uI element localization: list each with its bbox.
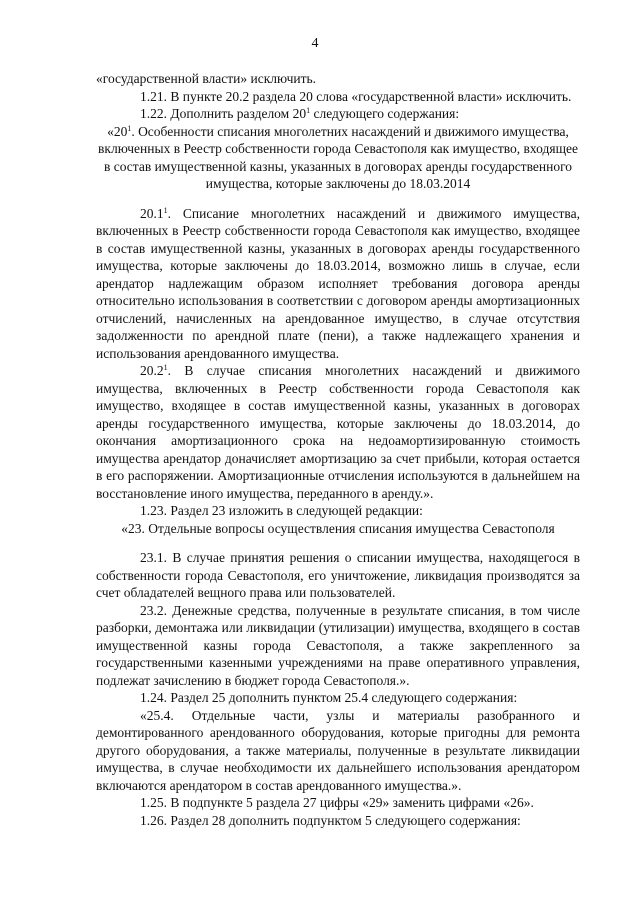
document-body (96, 70, 580, 829)
paragraph-25-4: «25.4. Отдельные части, узлы и материалы разобранного и демонтированного арендованного оборудования, которые пригодны для ремонта другого оборудования, а также материалы, полученные в результате ликвидации имущества, в случае необходимости их дальнейшего использования арендатором включаются арендатором в состав арендованного имущества.». (96, 707, 580, 793)
paragraph-23-2: 23.2. Денежные средства, полученные в результате списания, в том числе разборки, демонтажа или ликвидации (утилизации) имущества, входящего в состав имущественной казны города Севастополя, а также закрепленного за государственными казенными учреждениями на праве оперативного управления, подлежат зачислению в бюджет города Севастополя.». (96, 602, 580, 688)
paragraph-1-24: 1.24. Раздел 25 дополнить пунктом 25.4 следующего содержания: (140, 690, 518, 705)
paragraph-continuation: «государственной власти» исключить. (96, 71, 317, 86)
paragraph-20-1-1: 20.1$^1$. Списание многолетних насаждений и движимого имущества, включенных в Реестр собственности города Севастополя как имущество, входящее в состав имущественной казны, указанных в договорах аренды государственного имущества, которые заключены до 18.03.2014, возможно лишь в случае, если арендатор надлежащим образом исполняет требования договора аренды относительно использования в соответствии с договором аренды амортизационных отчислений, начисленных на арендованное имущество, в случае отсутствия задолженности по арендной плате (пени), а также надлежащего хранения и использования арендованного имущества. (96, 205, 580, 361)
paragraph-1-21: 1.21. В пункте 20.2 раздела 20 слова «государственной власти» исключить. (140, 88, 572, 104)
paragraph-1-25: 1.25. В подпункте 5 раздела 27 цифры «29» заменить цифрами «26». (140, 795, 534, 810)
paragraph-23-1: 23.1. В случае принятия решения о списании имущества, находящегося в собственности города Севастополя, его уничтожение, ликвидация производятся за счет обладателей вещного права или пользователей. (96, 550, 580, 600)
section-23-heading: «23. Отдельные вопросы осуществления списания имущества Севастополя (121, 520, 555, 536)
section-20-1-heading: «$20^1$. Особенности списания многолетних насаждений и движимого имущества, включенных в Реестр собственности города Севастополя как имущество, входящее в состав имущественной казны, указанных в договорах аренды государственного имущества, которые заключены до 18.03.2014 (98, 123, 578, 191)
paragraph-1-22: 1.22. Дополнить разделом $20^1$ следующего содержания: (140, 106, 460, 121)
page-number: 4 (311, 36, 319, 51)
paragraph-1-26: 1.26. Раздел 28 дополнить подпунктом 5 следующего содержания: (140, 812, 521, 828)
paragraph-20-2-1: 20.2$^1$. В случае списания многолетних насаждений и движимого имущества, включенных в Реестр собственности города Севастополя как имущество, входящее в состав имущественной казны, указанных в договорах аренды государственного имущества, которые заключены до 18.03.2014, до окончания амортизационного срока на недоамортизированную стоимость имущества арендатор доначисляет амортизацию за счет прибыли, которая остается в его распоряжении. Амортизационные отчисления используются в дальнейшем на восстановление иного имущества, переданного в аренду.». (96, 363, 580, 501)
paragraph-1-23: 1.23. Раздел 23 изложить в следующей редакции: (140, 503, 423, 518)
